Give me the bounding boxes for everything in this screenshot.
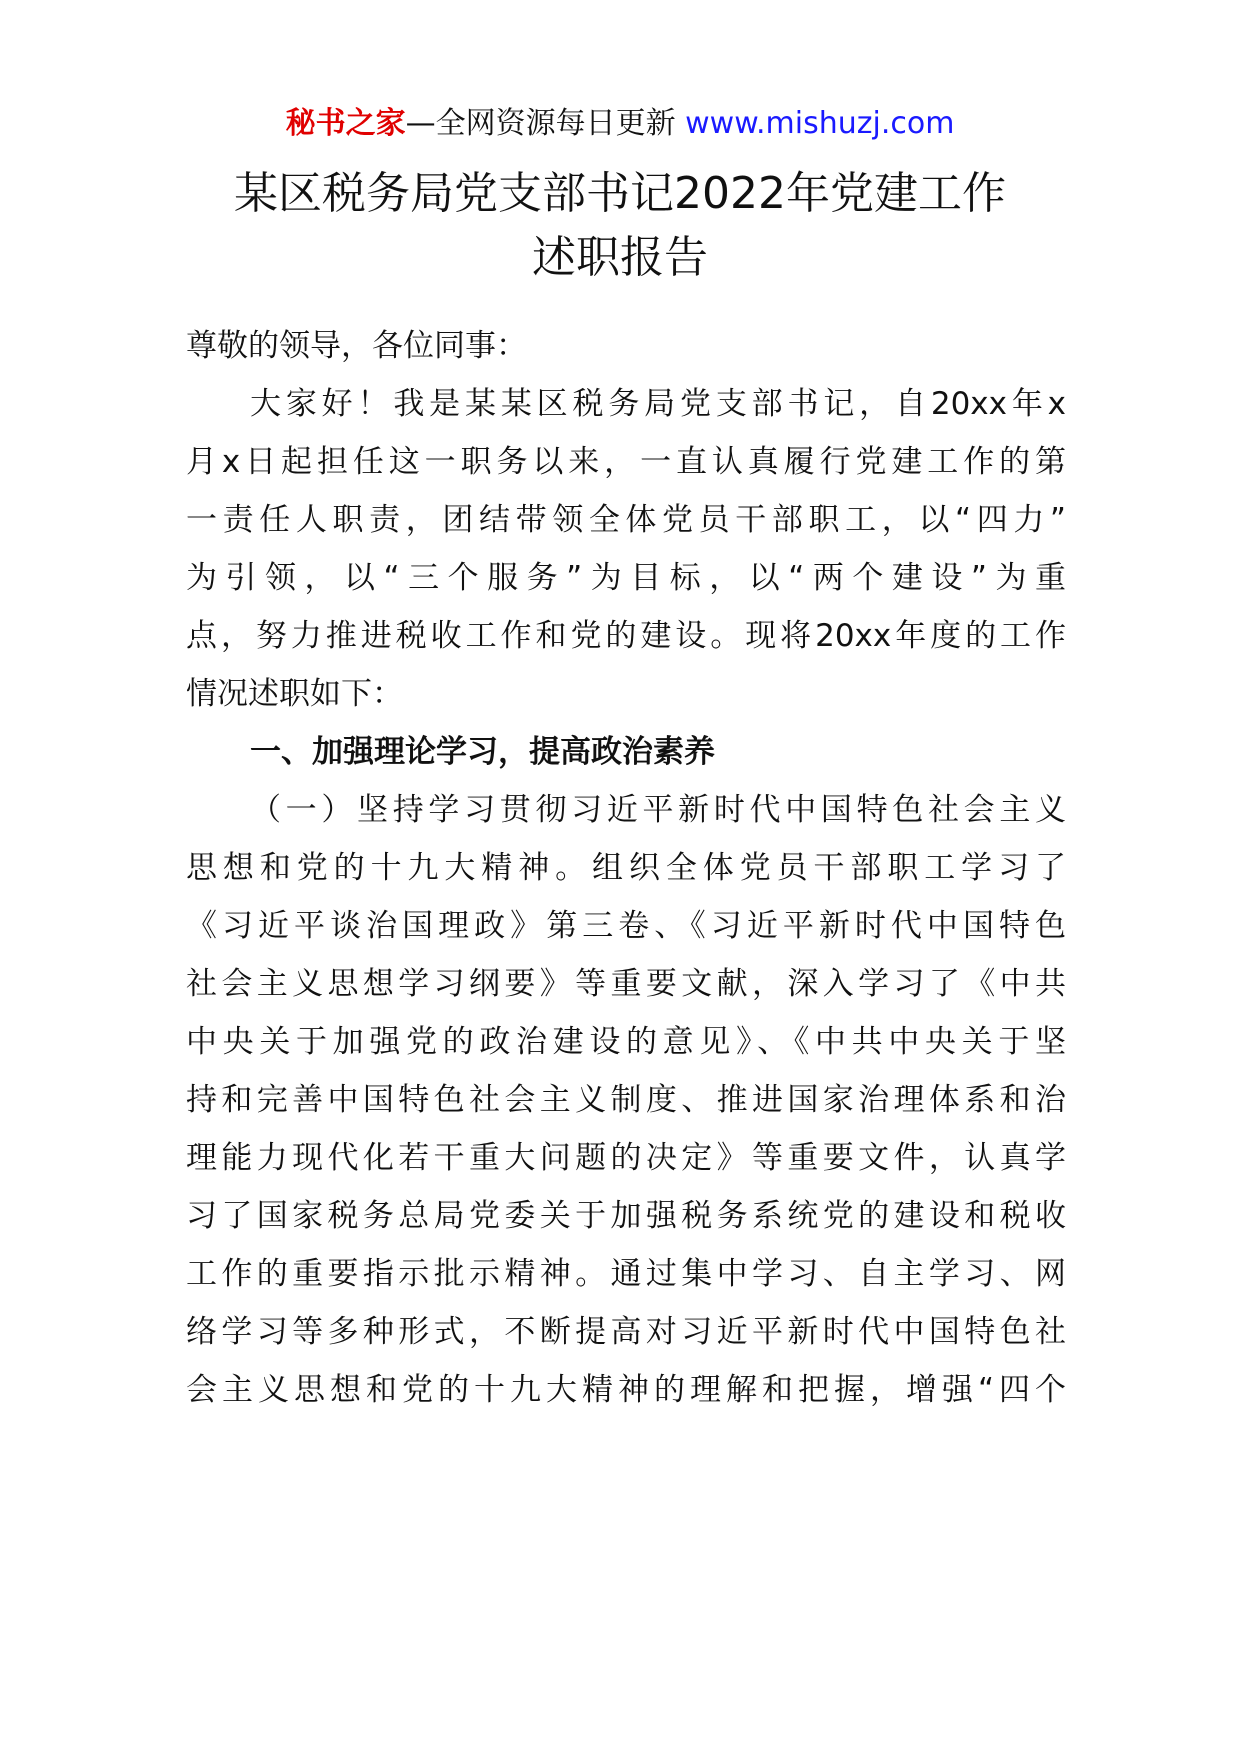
paragraph-line: 情况述职如下： <box>186 676 403 712</box>
paragraph-line: 持和完善中国特色社会主义制度、推进国家治理体系和治 <box>186 1082 1066 1118</box>
paragraph-line: 思想和党的十九大精神。组织全体党员干部职工学习了 <box>186 850 1066 886</box>
paragraph-line: 会主义思想和党的十九大精神的理解和把握，增强“四个 <box>186 1372 1066 1408</box>
watermark-header <box>0 102 1240 146</box>
paragraph-line: 习了国家税务总局党委关于加强税务系统党的建设和税收 <box>186 1198 1066 1234</box>
document-title-line-2: 述职报告 <box>532 232 708 283</box>
paragraph-line: 点，努力推进税收工作和党的建设。现将20xx年度的工作 <box>186 618 1066 654</box>
paragraph-line: 理能力现代化若干重大问题的决定》等重要文件，认真学 <box>186 1140 1066 1176</box>
document-title-line-1: 某区税务局党支部书记2022年党建工作 <box>234 168 1006 219</box>
paragraph-line: 一责任人职责，团结带领全体党员干部职工，以“四力” <box>186 502 1066 538</box>
paragraph-line: 月x日起担任这一职务以来，一直认真履行党建工作的第 <box>186 444 1066 480</box>
paragraph-line: 工作的重要指示批示精神。通过集中学习、自主学习、网 <box>186 1256 1066 1292</box>
paragraph-line: （一）坚持学习贯彻习近平新时代中国特色社会主义 <box>250 792 1066 828</box>
paragraph-line: 社会主义思想学习纲要》等重要文献，深入学习了《中共 <box>186 966 1066 1002</box>
salutation: 尊敬的领导，各位同事： <box>186 328 527 364</box>
header-url-link[interactable]: www.mishuzj.com <box>685 106 955 141</box>
paragraph-line: 《习近平谈治国理政》第三卷、《习近平新时代中国特色 <box>186 908 1066 944</box>
paragraph-line: 为引领，以“三个服务”为目标，以“两个建设”为重 <box>186 560 1066 596</box>
paragraph-line: 络学习等多种形式，不断提高对习近平新时代中国特色社 <box>186 1314 1066 1350</box>
paragraph-line: 大家好！我是某某区税务局党支部书记，自20xx年x <box>250 386 1066 422</box>
paragraph-line: 中央关于加强党的政治建设的意见》、《中共中央关于坚 <box>186 1024 1066 1060</box>
brand-name: 秘书之家 <box>285 106 406 141</box>
section-heading: 一、加强理论学习，提高政治素养 <box>250 734 715 770</box>
header-tagline: —全网资源每日更新 <box>405 106 676 141</box>
